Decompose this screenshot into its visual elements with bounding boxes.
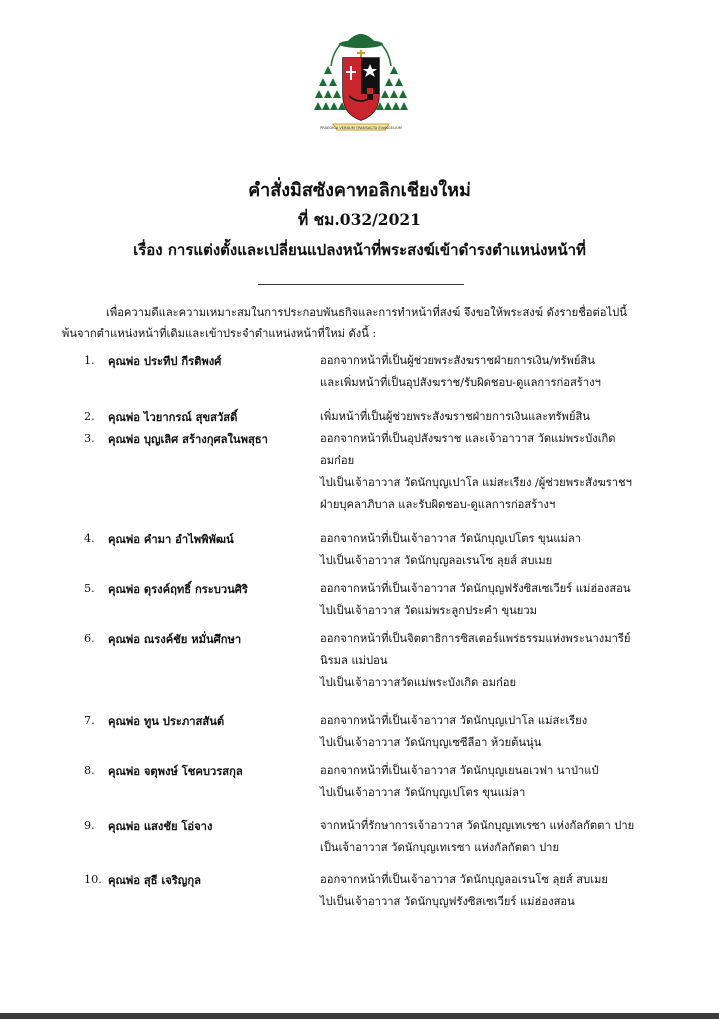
priest-name: คุณพ่อ บุญเลิศ สร้างกุศลในพสุธา	[108, 432, 268, 446]
priest-name: คุณพ่อ แสงชัย โอ่จาง	[108, 819, 213, 833]
divider-line	[258, 284, 464, 285]
assignment-line: ออกจากหน้าที่เป็นเจ้าอาวาส วัดนักบุญฟรังซิสเซเวียร์ แม่ฮ่องสอน	[320, 582, 631, 595]
assignment-description	[320, 815, 700, 859]
assignment-description	[320, 428, 700, 516]
priest-name: คุณพ่อ ดุรงค์ฤทธิ์ กระบวนศิริ	[108, 582, 248, 596]
assignment-description	[320, 628, 700, 694]
entry-number: 2.	[84, 410, 95, 423]
assignment-description	[320, 350, 700, 394]
assignment-line: ฝ่ายบุคลาภิบาล และรับผิดชอบ-ดูแลการก่อสร้างฯ	[320, 498, 556, 511]
intro-line-1: เพื่อความดีและความเหมาะสมในการประกอบพันธกิจและการทำหน้าที่สงฆ์ จึงขอให้พระสงฆ์ ดังรายชื่อต่อไปนี้	[106, 306, 627, 319]
assignment-line: เพิ่มหน้าที่เป็นผู้ช่วยพระสังฆราชฝ่ายการเงินและทรัพย์สิน	[320, 410, 590, 423]
priest-name: คุณพ่อ ไวยากรณ์ สุขสวัสดิ์	[108, 410, 238, 424]
assignment-description	[320, 869, 700, 913]
assignment-line: ออกจากหน้าที่เป็นอุปสังฆราช และเจ้าอาวาส วัดแม่พระบังเกิด	[320, 432, 616, 445]
assignment-line: ไปเป็นเจ้าอาวาส วัดนักบุญลอเรนโซ ลุยส์ สบเมย	[320, 554, 553, 567]
intro-line-2: พ้นจากตำแหน่งหน้าที่เดิมและเข้าประจำตำแหน่งหน้าที่ใหม่ ดังนี้ :	[62, 327, 377, 340]
assignment-line: ไปเป็นเจ้าอาวาส วัดแม่พระลูกประคำ ขุนยวม	[320, 604, 538, 617]
entry-number: 3.	[84, 432, 95, 445]
assignment-description	[320, 578, 700, 622]
entry-number: 1.	[84, 354, 95, 367]
motto-text: PRAEDICA VERBUM TRANSACTA EVANGELIUM	[320, 125, 402, 130]
assignment-line: ไปเป็นเจ้าอาวาสวัดแม่พระบังเกิด อมก๋อย	[320, 676, 517, 689]
entry-number: 4.	[84, 532, 95, 545]
assignment-line: ออกจากหน้าที่เป็นเจ้าอาวาส วัดนักบุญลอเรนโซ ลุยส์ สบเมย	[320, 873, 608, 886]
assignment-line: ไปเป็นเจ้าอาวาส วัดนักบุญเปโตร ขุนแม่ลา	[320, 786, 526, 799]
priest-name: คุณพ่อ ทูน ประภาสสันต์	[108, 714, 225, 728]
bottom-edge-bar	[0, 1013, 719, 1019]
document-subject: เรื่อง การแต่งตั้งและเปลี่ยนแปลงหน้าที่พระสงฆ์เข้าดำรงตำแหน่งหน้าที่	[133, 241, 586, 259]
priest-name: คุณพ่อ ประทีป กีรติพงศ์	[108, 354, 222, 368]
assignment-line: และเพิ่มหน้าที่เป็นอุปสังฆราช/รับผิดชอบ-ดูแลการก่อสร้างฯ	[320, 376, 601, 389]
assignment-line: ออกจากหน้าที่เป็นผู้ช่วยพระสังฆราชฝ่ายการเงิน/ทรัพย์สิน	[320, 354, 595, 367]
assignment-line: อมก๋อย	[320, 454, 355, 467]
assignment-line: ไปเป็นเจ้าอาวาส วัดนักบุญเซซีลีอา ห้วยต้นนุ่น	[320, 736, 542, 749]
assignment-description	[320, 710, 700, 754]
entry-number: 6.	[84, 632, 95, 645]
document-number: ที่ ชม.032/2021	[298, 210, 421, 229]
assignment-description	[320, 760, 700, 804]
assignment-line: จากหน้าที่รักษาการเจ้าอาวาส วัดนักบุญเทเรซา แห่งกัลกัตตา ปาย	[320, 819, 635, 832]
entry-number: 10.	[84, 873, 102, 886]
priest-name: คุณพ่อ จตุพงษ์ โชคบวรสกุล	[108, 764, 243, 778]
assignment-line: นิรมล แม่ปอน	[320, 654, 388, 667]
assignment-line: ออกจากหน้าที่เป็นเจ้าอาวาส วัดนักบุญเปโตร ขุนแม่ลา	[320, 532, 582, 545]
assignment-line: ออกจากหน้าที่เป็นเจ้าอาวาส วัดนักบุญเปาโล แม่สะเรียง	[320, 714, 588, 727]
priest-name: คุณพ่อ คำมา อำไพพิพัฒน์	[108, 532, 234, 546]
assignment-description	[320, 406, 700, 428]
entry-number: 9.	[84, 819, 95, 832]
document-title: คำสั่งมิสซังคาทอลิกเชียงใหม่	[248, 180, 471, 201]
assignment-line: ไปเป็นเจ้าอาวาส วัดนักบุญเปาโล แม่สะเรียง /ผู้ช่วยพระสังฆราชฯ	[320, 476, 632, 489]
priest-name: คุณพ่อ สุธี เจริญกุล	[108, 873, 201, 887]
assignment-line: ออกจากหน้าที่เป็นจิตตาธิการซิสเตอร์แพร่ธรรมแห่งพระนางมารีย์	[320, 632, 631, 645]
assignment-line: ไปเป็นเจ้าอาวาส วัดนักบุญฟรังซิสเซเวียร์ แม่ฮ่องสอน	[320, 895, 575, 908]
entry-number: 8.	[84, 764, 95, 777]
priest-name: คุณพ่อ ณรงค์ชัย หมั่นศึกษา	[108, 632, 242, 646]
entry-number: 7.	[84, 714, 95, 727]
assignment-description	[320, 528, 700, 572]
assignment-line: ออกจากหน้าที่เป็นเจ้าอาวาส วัดนักบุญเยนอเวฟา นาป่าแป๋	[320, 764, 599, 777]
entry-number: 5.	[84, 582, 95, 595]
assignment-line: เป็นเจ้าอาวาส วัดนักบุญเทเรซา แห่งกัลกัตตา ปาย	[320, 841, 560, 854]
coat-of-arms-logo	[313, 22, 409, 140]
